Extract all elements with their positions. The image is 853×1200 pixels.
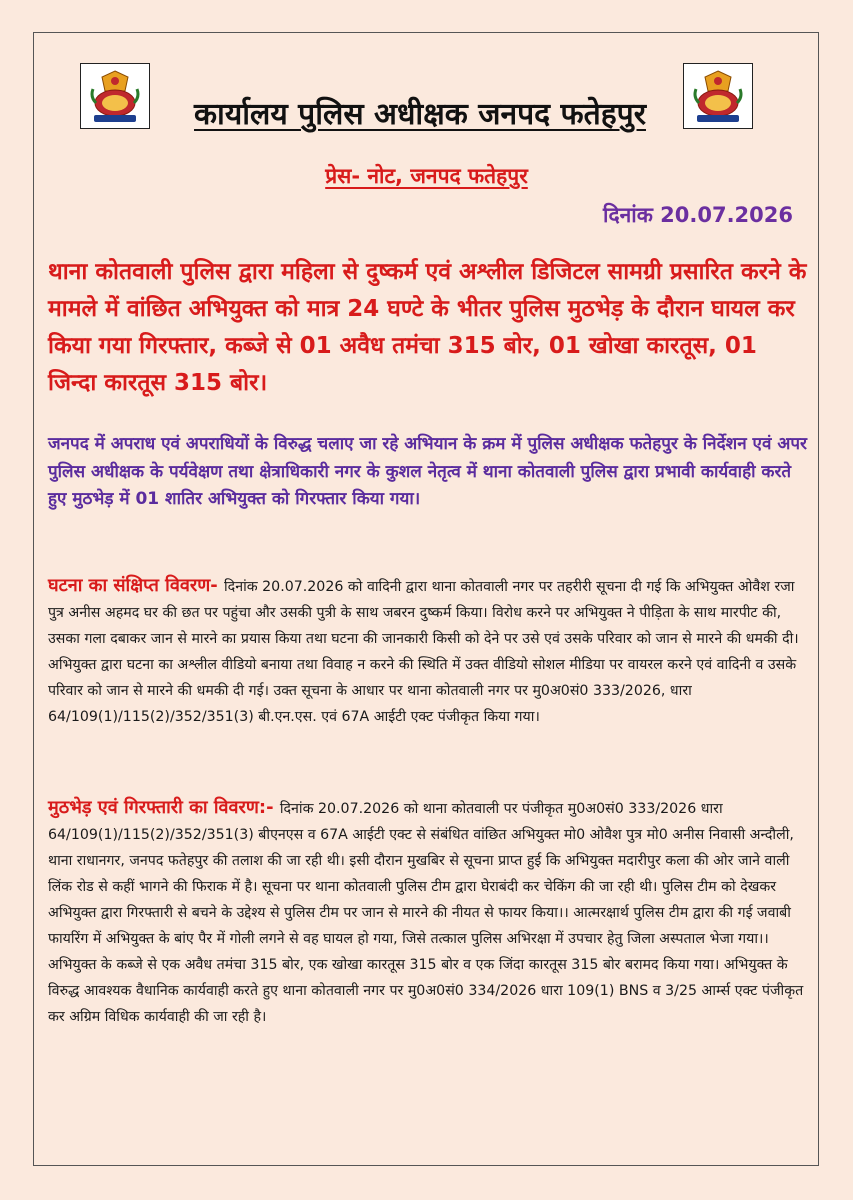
incident-summary-body: दिनांक 20.07.2026 को वादिनी द्वारा थाना कोतवाली नगर पर तहरीरी सूचना दी गई कि अभियुक्त ओवैश रजा पुत्र अनीस अहमद घर की छत पर पहुंचा और उसकी पुत्री के साथ जबरन दुष्कर्म किया। विरोध करने पर अभियुक्त ने पीड़िता के साथ मारपीट की, उसका गला दबाकर जान से मारने का प्रयास किया तथा घटना की जानकारी किसी को देने पर उसे एवं उसके परिवार को जान से मारने की धमकी दी। अभियुक्त द्वारा घटना का अश्लील वीडियो बनाया तथा विवाह न करने की स्थिति में उक्त वीडियो सोशल मीडिया पर वायरल करने एवं वादिनी व उसके परिवार को जान से मारने की धमकी दी गई। उक्त सूचना के आधार पर थाना कोतवाली नगर पर मु0अ0सं0 333/2026, धारा 64/109(1)/115(2)/352/351(3) बी.एन.एस. एवं 67A आईटी एक्ट पंजीकृत किया गया।: [48, 579, 799, 725]
incident-summary-section: [48, 573, 810, 730]
intro-paragraph: जनपद में अपराध एवं अपराधियों के विरुद्ध चलाए जा रहे अभियान के क्रम में पुलिस अधीक्षक फतेहपुर के निर्देशन एवं अपर पुलिस अधीक्षक के पर्यवेक्षण तथा क्षेत्राधिकारी नगर के कुशल नेतृत्व में थाना कोतवाली पुलिस द्वारा प्रभावी कार्यवाही करते हुए मुठभेड़ में 01 शातिर अभियुक्त को गिरफ्तार किया गया।: [48, 434, 807, 509]
up-police-emblem-icon: [80, 63, 150, 129]
press-note-title: प्रेस- नोट, जनपद फतेहपुर: [325, 164, 528, 188]
encounter-arrest-heading: मुठभेड़ एवं गिरफ्तारी का विवरण:-: [48, 797, 280, 818]
headline: थाना कोतवाली पुलिस द्वारा महिला से दुष्कर्म एवं अश्लील डिजिटल सामग्री प्रसारित करने के मामले में वांछित अभियुक्त को मात्र 24 घण्टे के भीतर पुलिस मुठभेड़ के दौरान घायल कर किया गया गिरफ्तार, कब्जे से 01 अवैध तमंचा 315 बोर, 01 खोखा कारतूस, 01 जिन्दा कारतूस 315 बोर।: [48, 259, 807, 396]
incident-summary-heading: घटना का संक्षिप्त विवरण-: [48, 575, 224, 596]
encounter-arrest-body: दिनांक 20.07.2026 को थाना कोतवाली पर पंजीकृत मु0अ0सं0 333/2026 धारा 64/109(1)/115(2)/352/351(3) बीएनएस व 67A आईटी एक्ट से संबंधित वांछित अभियुक्त मो0 ओवैश पुत्र मो0 अनीस निवासी अन्दौली, थाना राधानगर, जनपद फतेहपुर की तलाश की जा रही थी। इसी दौरान मुखबिर से सूचना प्राप्त हुई कि अभियुक्त मदारीपुर कला की ओर जाने वाली लिंक रोड से कहीं भागने की फिराक में है। सूचना पर थाना कोतवाली पुलिस टीम द्वारा घेराबंदी कर चेकिंग की जा रही थी। पुलिस टीम को देखकर अभियुक्त द्वारा गिरफ्तारी से बचने के उद्देश्य से पुलिस टीम पर जान से मारने की नीयत से फायर किया।। आत्मरक्षार्थ पुलिस टीम द्वारा की गई जवाबी फायरिंग में अभियुक्त के बांए पैर में गोली लगने से वह घायल हो गया, जिसे तत्काल पुलिस अभिरक्षा में उपचार हेतु जिला अस्पताल भेजा गया।। अभियुक्त के कब्जे से एक अवैध तमंचा 315 बोर, एक खोखा कारतूस 315 बोर व एक जिंदा कारतूस 315 बोर बरामद किया गया। अभियुक्त के विरुद्ध आवश्यक वैधानिक कार्यवाही करते हुए थाना कोतवाली नगर पर मु0अ0सं0 334/2026 धारा 109(1) BNS व 3/25 आर्म्स एक्ट पंजीकृत कर अग्रिम विधिक कार्यवाही की जा रही है।: [48, 801, 804, 1025]
up-police-emblem-icon: [683, 63, 753, 129]
office-title: कार्यालय पुलिस अधीक्षक जनपद फतेहपुर: [194, 97, 646, 132]
date-line: दिनांक 20.07.2026: [603, 203, 793, 227]
encounter-arrest-section: [48, 795, 810, 1030]
